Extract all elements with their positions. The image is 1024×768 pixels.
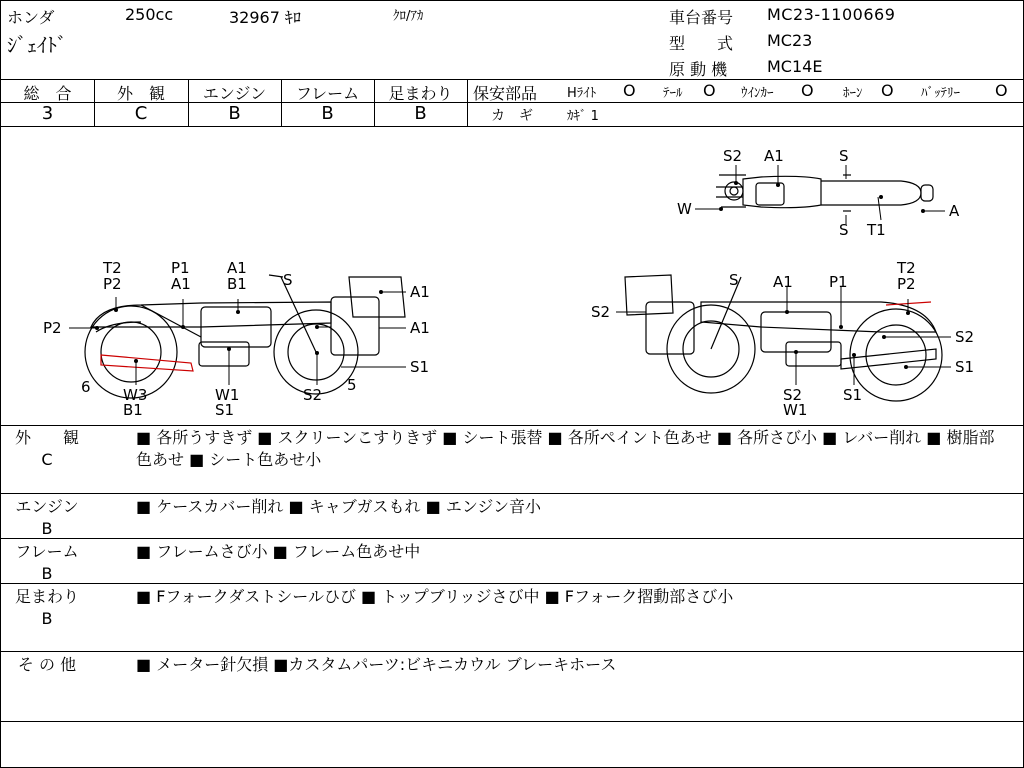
svg-text:W1: W1	[783, 401, 808, 419]
safety-mark: O	[623, 81, 636, 100]
svg-text:S1: S1	[955, 358, 975, 376]
section-other-text: ■ メーター針欠損 ■カスタムパーツ:ビキニカウル ブレーキホース	[136, 655, 617, 674]
svg-text:A1: A1	[410, 283, 430, 301]
displacement: 250cc	[125, 5, 174, 24]
rule	[1, 721, 1023, 722]
svg-text:A1: A1	[764, 147, 784, 165]
svg-text:T2: T2	[103, 259, 122, 277]
grade-frame-label: フレーム	[295, 84, 360, 103]
type-label: 型 式	[669, 34, 734, 53]
svg-text:S1: S1	[843, 386, 863, 404]
svg-text:T1: T1	[867, 221, 886, 239]
grade-engine-value: B	[228, 103, 241, 124]
rule	[1, 583, 1023, 584]
svg-text:P2: P2	[897, 275, 916, 293]
key-label: カ ギ	[491, 108, 533, 124]
frame-no-label: 車台番号	[669, 8, 734, 27]
safety-item-winker: ｳｲﾝｶｰ	[741, 86, 774, 101]
section-other-head: そ の 他	[17, 655, 77, 674]
grade-suspension-label: 足まわり	[388, 84, 453, 103]
model-name: ｼﾞｪｲﾄﾞ	[7, 33, 67, 57]
safety-item-battery: ﾊﾞｯﾃﾘｰ	[921, 86, 960, 101]
rule	[1, 425, 1023, 426]
safety-mark: O	[995, 81, 1008, 100]
maker: ホンダ	[7, 8, 55, 27]
svg-text:S2: S2	[955, 328, 975, 346]
bike-right-side	[625, 275, 942, 401]
svg-text:P2: P2	[103, 275, 122, 293]
rule	[1, 79, 1023, 80]
grade-exterior-value: C	[134, 103, 148, 124]
rule	[467, 102, 1023, 103]
svg-text:S: S	[839, 221, 849, 239]
svg-text:T2: T2	[897, 259, 916, 277]
frame-no: MC23-1100669	[767, 5, 896, 24]
safety-item-horn: ﾎｰﾝ	[843, 86, 863, 101]
safety-mark: O	[881, 81, 894, 100]
color: ｸﾛ/ｱｶ	[393, 9, 424, 24]
grade-suspension-value: B	[414, 103, 427, 124]
section-exterior-text: ■ 各所うすきず ■ スクリーンこすりきず ■ シート張替 ■ 各所ペイント色あせ ■ 各所さび小 ■ レバー削れ ■ 樹脂部色あせ ■ シート色あせ小	[136, 428, 995, 469]
svg-text:S: S	[283, 271, 293, 289]
grade-total-value: 3	[41, 103, 54, 124]
section-engine-head: エンジン B	[15, 497, 79, 538]
section-exterior-head: 外 観 C	[14, 428, 79, 469]
section-suspension-text: ■ Fフォークダストシールひび ■ トップブリッジさび中 ■ Fフォーク摺動部さび小	[136, 587, 734, 606]
svg-text:A: A	[949, 202, 960, 220]
svg-text:A1: A1	[227, 259, 247, 277]
svg-text:A1: A1	[171, 275, 191, 293]
svg-text:W1: W1	[215, 386, 240, 404]
bike-left-side	[85, 275, 405, 398]
type-value: MC23	[767, 31, 813, 50]
grade-exterior-label: 外 観	[116, 84, 165, 103]
svg-text:S2: S2	[591, 303, 611, 321]
svg-text:S: S	[839, 147, 849, 165]
section-engine-text: ■ ケースカバー削れ ■ キャブガスもれ ■ エンジン音小	[136, 497, 542, 516]
rule	[467, 79, 468, 126]
svg-text:S2: S2	[783, 386, 803, 404]
section-frame-text: ■ フレームさび小 ■ フレーム色あせ中	[136, 542, 421, 561]
svg-text:A1: A1	[773, 273, 793, 291]
safety-item-tail: ﾃｰﾙ	[663, 86, 683, 101]
svg-text:S1: S1	[410, 358, 430, 376]
svg-text:B1: B1	[123, 401, 143, 419]
bike-top-view	[716, 175, 933, 211]
rule	[1, 538, 1023, 539]
safety-item-headlight: Hﾗｲﾄ	[567, 86, 597, 101]
rule	[1, 493, 1023, 494]
svg-text:A1: A1	[410, 319, 430, 337]
svg-text:S2: S2	[303, 386, 323, 404]
safety-mark: O	[703, 81, 716, 100]
svg-text:5: 5	[347, 376, 357, 394]
damage-diagram	[1, 127, 1023, 425]
svg-text:W: W	[677, 200, 692, 218]
svg-text:B1: B1	[227, 275, 247, 293]
safety-label: 保安部品	[473, 84, 538, 103]
section-frame-head: フレーム B	[15, 542, 79, 583]
key-value: ｶｷﾞ 1	[567, 109, 599, 124]
engine-value: MC14E	[767, 57, 823, 76]
grade-engine-label: エンジン	[202, 84, 267, 103]
section-suspension-head: 足まわり B	[14, 587, 79, 628]
svg-text:S2: S2	[723, 147, 743, 165]
svg-text:S1: S1	[215, 401, 235, 419]
svg-text:6: 6	[81, 378, 91, 396]
svg-text:P1: P1	[171, 259, 190, 277]
svg-text:W3: W3	[123, 386, 148, 404]
svg-text:S: S	[729, 271, 739, 289]
mileage: 32967 ｷﾛ	[229, 8, 301, 27]
svg-text:P1: P1	[829, 273, 848, 291]
safety-mark: O	[801, 81, 814, 100]
engine-label: 原 動 機	[669, 60, 728, 79]
grade-frame-value: B	[321, 103, 334, 124]
svg-text:P2: P2	[43, 319, 62, 337]
rule	[1, 651, 1023, 652]
diagram-labels	[43, 147, 974, 419]
grade-total-label: 総 合	[23, 84, 72, 103]
